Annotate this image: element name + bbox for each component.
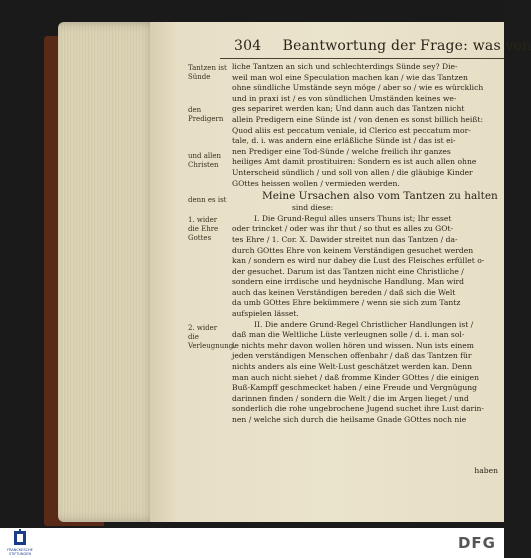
text-line: Unterscheid sündlich / und soll von allen / die gläubige Kinder [232,167,473,177]
text-line: Buß-Kampff geschmecket haben / eine Freude und Vergnügung [232,383,478,393]
running-title: Beantwortung der Frage: was von [282,38,531,54]
header-rule [220,58,504,59]
body-text [232,62,504,426]
text-line: I. Die Grund-Regul alles unsers Thuns ist; Ihr esset [254,213,452,223]
section-heading-cont: sind diese: [292,203,334,213]
footer-bar [0,528,504,558]
text-line: weil man wol eine Speculation machen kan / wie das Tantzen [232,72,468,82]
text-line: II. Die andere Grund-Regel Christlicher Handlungen ist / [254,319,474,329]
text-line: und in praxi ist / es von sündlichen Umständen keines we- [232,93,457,103]
text-line: oder trincket / oder was ihr thut / so thut es alles zu GOt- [232,224,454,234]
text-line: tale, d. i. was andern eine erläßliche Sünde ist / das ist ei- [232,136,456,146]
text-line: man auch nicht siehet / daß fromme Kinder GOttes / die einigen [232,372,480,382]
text-line: aufspielen lässet. [232,309,299,319]
text-line: auch das keinen Verständigen bereden / daß sich die Welt [232,287,456,297]
margin-note: 1. wider die Ehre Gottes [188,216,219,242]
text-line: daß man die Weltliche Lüste verleugnen solle / d. i. man sol- [232,330,465,340]
margin-note: und allen Christen [188,152,222,169]
text-line: da umb GOttes Ehre bekümmere / wenn sie sich zum Tantz [232,298,461,308]
text-line: liche Tantzen an sich und schlechterdings Sünde sey? Die- [232,62,458,71]
text-line: darinnen finden / sondern die Welt / die im Argen lieget / und [232,393,469,403]
page-number: 304 [234,38,262,54]
text-line: sondern eine irrdische und heydnische Handlung. Man wird [232,277,464,287]
text-line: ohne sündliche Umstände seyn möge / aber so / wie es würcklich [232,83,484,93]
text-line: nen / welche sich durch die heilsame Gnade GOttes noch nie [232,415,467,424]
text-line: tes Ehre / 1. Cor. X. Dawider streitet nun das Tantzen / da- [232,234,458,244]
margin-note: den Predigern [188,106,224,123]
text-line: heiliges Amt damit prostituiren: Sondern es ist auch allen ohne [232,157,477,167]
text-line: jeden verständigen Menschen offenbahr / daß das Tantzen für [232,351,472,361]
text-line: kan / sondern es wird nur dabey die Lust des Fleisches erfüllet o- [232,256,485,266]
book-page [150,22,531,522]
section-heading: Meine Ursachen also vom Tantzen zu halten [262,190,498,203]
francke-emblem-icon [6,529,34,549]
running-header [234,38,531,54]
dfg-logo: DFG [457,534,496,552]
text-line: nen Prediger eine Tod-Sünde / welche freilich ihr ganzes [232,146,451,156]
text-line: le nichts mehr davon wollen hören und wissen. Nun ists einem [232,340,474,350]
margin-note: denn es ist [188,196,227,204]
text-line: sonderlich die rohe ungebrochene Jugend suchet ihre Lust darin- [232,404,484,414]
page-edges [58,22,158,522]
text-line: ges separiret werden kan; Und dann auch das Tantzen nicht [232,104,465,114]
margin-note: 2. wider die Verleugnung. [188,324,236,350]
text-line: nichts anders als eine Welt-Lust geschätzet werden kan. Denn [232,362,472,372]
text-line: durch GOttes Ehre von keinem Verständigen gesuchet werden [232,245,474,255]
text-line: allein Predigern eine Sünde ist / von denen es sonst billich heißt: [232,114,484,124]
text-line: Quod aliis est peccatum veniale, id Clerico est peccatum mor- [232,125,471,135]
text-line: der gesuchet. Darum ist das Tantzen nicht eine Christliche / [232,266,464,276]
francke-logo-text: FRANCKESCHE STIFTUNGEN [7,548,33,556]
margin-note: Tantzen ist Sünde [188,64,227,81]
catchword: haben [474,466,498,475]
text-line: GOttes heissen wollen / vermieden werden. [232,178,400,188]
